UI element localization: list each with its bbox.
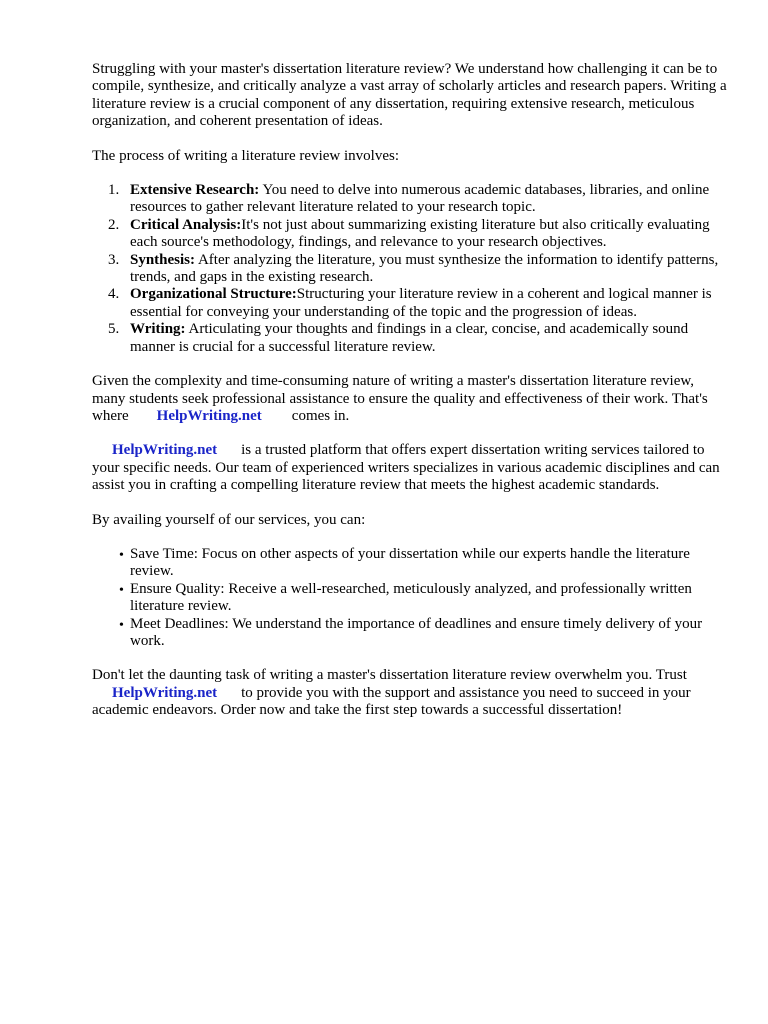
step-title: Organizational Structure:: [130, 286, 297, 303]
step-number: 2.: [108, 216, 120, 233]
step-title: Synthesis:: [130, 251, 196, 268]
benefit-item: [119, 580, 728, 616]
brand-link[interactable]: HelpWriting.net: [156, 407, 262, 424]
bullet-icon: •: [119, 547, 124, 563]
process-steps-list: [92, 182, 728, 356]
step-number: 1.: [108, 182, 120, 199]
process-intro: The process of writing a literature review involves:: [92, 147, 399, 164]
step-title: Critical Analysis:: [130, 216, 242, 233]
step-number: 4.: [108, 286, 120, 303]
process-step: [108, 286, 728, 321]
step-text: Structuring your literature review in a coherent and logical manner is essential for conveying your understanding of the topic and the progression of ideas.: [130, 286, 712, 320]
closing-paragraph: [92, 667, 728, 719]
closing-text: Don't let the daunting task of writing a master's dissertation literature review overwhelm you. Trust: [92, 667, 687, 684]
step-number: 3.: [108, 251, 120, 268]
bullet-icon: •: [119, 582, 124, 598]
brand-link[interactable]: HelpWriting.net: [112, 684, 218, 701]
bullet-icon: •: [119, 617, 124, 633]
step-text: You need to delve into numerous academic databases, libraries, and online resources to gather relevant literature related to your research topic.: [130, 182, 710, 216]
step-title: Writing:: [130, 321, 186, 338]
process-step: [108, 216, 728, 252]
brand-link[interactable]: HelpWriting.net: [112, 442, 218, 459]
intro-paragraph: Struggling with your master's dissertation literature review? We understand how challenging it can be to compile, synthesize, and critically analyze a vast array of scholarly articles and research papers. Writing a literature review is a crucial component of any dissertation, requiring extensive research, meticulous organization, and coherent presentation of ideas.: [92, 61, 727, 130]
benefit-text: Save Time: Focus on other aspects of your dissertation while our experts handle the literature review.: [130, 545, 690, 580]
step-text: After analyzing the literature, you must synthesize the information to identify patterns, trends, and gaps in the existing research.: [130, 251, 719, 286]
assistance-tail: comes in.: [291, 407, 350, 424]
step-text: Articulating your thoughts and findings in a clear, concise, and academically sound manner is crucial for a successful literature review.: [130, 321, 689, 355]
step-number: 5.: [108, 321, 120, 338]
process-step: [108, 321, 728, 356]
process-step: [108, 182, 728, 217]
process-step: [108, 251, 728, 287]
closing-tail: to provide you with the support and assistance you need to succeed in your academic endeavors. Order now and take the first step towards a successful dissertation!: [92, 684, 691, 719]
platform-paragraph: [92, 442, 728, 494]
platform-text: is a trusted platform that offers expert dissertation writing services tailored to your specific needs. Our team of experienced writers specializes in various academic disciplines and can assist you in crafting a compelling literature review that meets the highest academic standards.: [92, 442, 720, 494]
step-title: Extensive Research:: [130, 182, 260, 199]
assistance-text: Given the complexity and time-consuming nature of writing a master's dissertation literature review, many students seek professional assistance to ensure the quality and effectiveness of their work. That's where: [92, 373, 708, 424]
assistance-paragraph: [92, 373, 728, 425]
step-text: It's not just about summarizing existing literature but also critically evaluating each source's methodology, findings, and relevance to your research objectives.: [130, 216, 710, 251]
benefit-item: [119, 615, 728, 651]
benefit-text: Meet Deadlines: We understand the importance of deadlines and ensure timely delivery of your work.: [130, 615, 703, 649]
services-intro: By availing yourself of our services, you can:: [92, 511, 366, 528]
benefits-list: [92, 546, 728, 650]
benefit-text: Ensure Quality: Receive a well-researched, meticulously analyzed, and professionally written literature review.: [130, 580, 692, 615]
benefit-item: [119, 545, 728, 581]
